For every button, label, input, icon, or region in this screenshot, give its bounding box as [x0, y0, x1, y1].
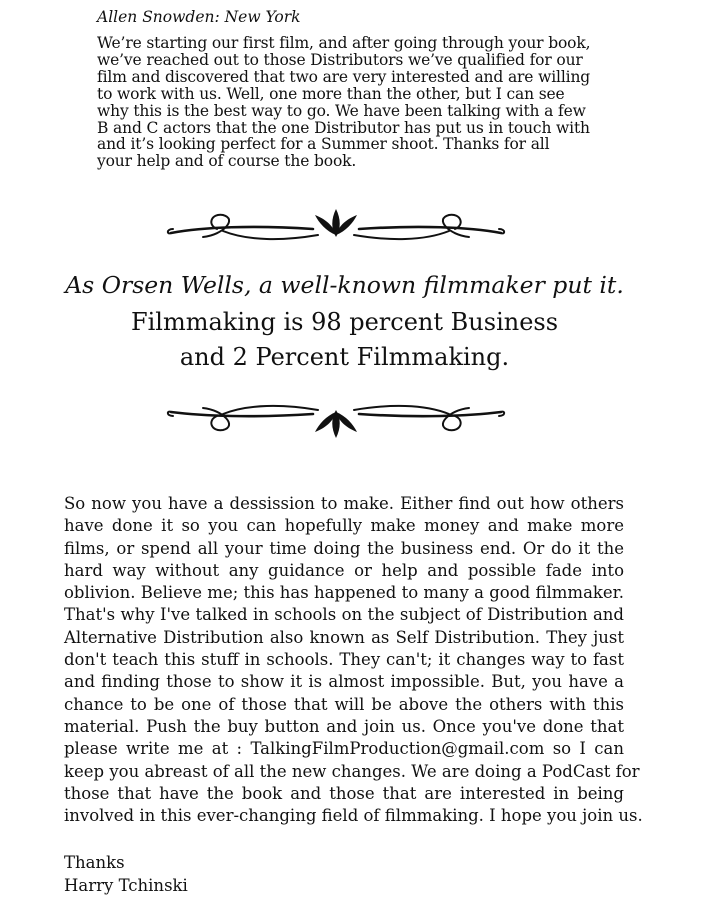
body-line: don't teach this stuff in schools. They can't; it changes way to fast [64, 650, 624, 670]
signoff-thanks: Thanks [64, 853, 125, 872]
headline-quote-attribution: As Orsen Wells, a well-known filmmaker put it. [65, 271, 624, 299]
ornamental-divider-top [163, 205, 509, 249]
headline-quote-line-1: Filmmaking is 98 percent Business [130, 308, 559, 336]
body-line: oblivion. Believe me; this has happened to many a good filmmaker. [64, 583, 624, 603]
body-line-email: please write me at : TalkingFilmProduction@gmail.com so I can [64, 739, 624, 759]
body-line: chance to be one of those that will be above the others with this [64, 694, 624, 714]
signoff [64, 851, 188, 897]
testimonial-line: we’ve reached out to those Distributors we’ve qualified for our [97, 50, 583, 69]
testimonial-line: why this is the best way to go. We have been talking with a few [97, 101, 586, 120]
headline-quote-line-2: and 2 Percent Filmmaking. [179, 343, 510, 371]
testimonial-line: We’re starting our first film, and after going through your book, [97, 34, 591, 52]
testimonial-line: your help and of course the book. [97, 152, 357, 171]
body-line: have done it so you can hopefully make money and make more [64, 516, 624, 536]
body-line: Alternative Distribution also known as Self Distribution. They just [64, 627, 624, 647]
body-line: involved in this ever-changing field of filmmaking. I hope you join us. [64, 806, 643, 826]
main-body-paragraph [64, 493, 643, 827]
testimonial-text [97, 35, 617, 170]
body-line: So now you have a dessission to make. Either find out how others [64, 494, 624, 513]
body-line: those that have the book and those that are interested in being [64, 783, 624, 803]
ornamental-divider-bottom [163, 398, 509, 442]
testimonial-line: film and discovered that two are very interested and are willing [97, 67, 591, 86]
body-line: That's why I've talked in schools on the subject of Distribution and [64, 605, 624, 625]
body-line: keep you abreast of all the new changes. We are doing a PodCast for [64, 761, 640, 781]
testimonial-block [97, 6, 617, 170]
testimonial-line: to work with us. Well, one more than the other, but I can see [97, 84, 565, 103]
signoff-name: Harry Tchinski [64, 876, 188, 895]
testimonial-line: and it’s looking perfect for a Summer shoot. Thanks for all [97, 135, 550, 154]
body-line: material. Push the buy button and join us. Once you've done that [64, 716, 624, 736]
testimonial-line: B and C actors that the one Distributor has put us in touch with [97, 118, 590, 137]
body-line: hard way without any guidance or help and possible fade into [64, 560, 624, 580]
body-line: films, or spend all your time doing the business end. Or do it the [64, 538, 624, 558]
body-line: and finding those to show it is almost impossible. But, you have a [64, 672, 624, 692]
testimonial-author: Allen Snowden: New York [97, 8, 301, 26]
